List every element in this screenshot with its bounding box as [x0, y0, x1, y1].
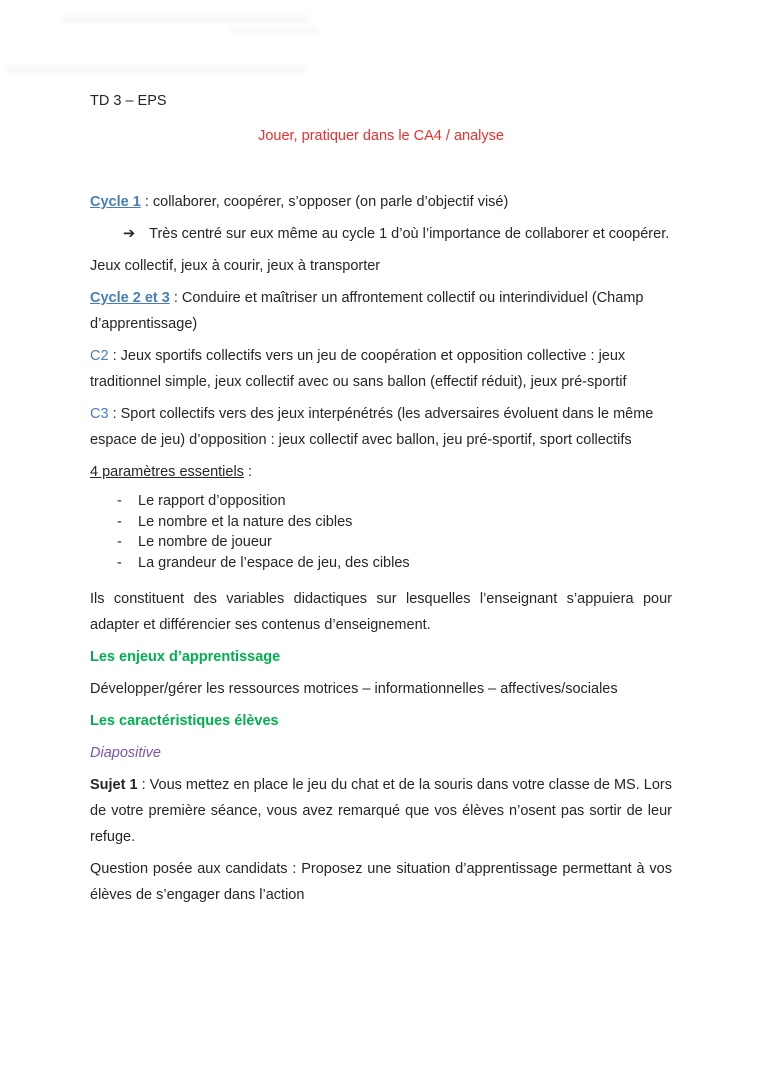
sujet1-text: : Vous mettez en place le jeu du chat et de la souris dans votre classe de MS. Lors de votre première séance, vous avez remarqué que vos élèves n’osent pas sortir de leur refuge. [90, 777, 672, 845]
question-paragraph: Question posée aux candidats : Proposez une situation d’apprentissage permettant à vos élèves de s’engager dans l’action [90, 861, 672, 903]
dash-bullet: - [117, 493, 122, 509]
heading-enjeux: Les enjeux d’apprentissage [90, 649, 281, 665]
diapositive-label: Diapositive [90, 745, 161, 761]
parameters-heading-text: 4 paramètres essentiels [90, 464, 244, 480]
resources-line: Développer/gérer les ressources motrices – informationnelles – affectives/sociales [90, 681, 618, 697]
scan-artifact [230, 28, 320, 34]
list-item-text: Le rapport d’opposition [138, 493, 286, 509]
games-line: Jeux collectif, jeux à courir, jeux à transporter [90, 258, 381, 274]
sujet1-label: Sujet 1 [90, 777, 138, 793]
doc-title: Jouer, pratiquer dans le CA4 / analyse [258, 128, 504, 144]
sujet1-paragraph [90, 772, 672, 850]
c3-paragraph [90, 401, 672, 453]
arrow-note-paragraph [90, 221, 672, 247]
cycle23-label: Cycle 2 et 3 [90, 290, 170, 306]
c2-label: C2 [90, 348, 109, 364]
c3-text: : Sport collectifs vers des jeux interpénétrés (les adversaires évoluent dans le même espace de jeu) d’opposition : jeux collectif avec ballon, jeu pré-sportif, sport collectifs [90, 406, 654, 448]
scan-artifact [60, 16, 310, 23]
list-item-text: La grandeur de l’espace de jeu, des cibles [138, 554, 410, 571]
list-item-text: Le nombre de joueur [138, 534, 272, 550]
list-item [117, 512, 672, 533]
list-item [117, 553, 672, 574]
parameters-list [90, 491, 672, 573]
variables-note: Ils constituent des variables didactiques sur lesquelles l’enseignant s’appuiera pour adapter et différencier ses contenus d’enseignement. [90, 591, 672, 633]
doc-header: TD 3 – EPS [90, 93, 167, 109]
heading-caracteristiques: Les caractéristiques élèves [90, 713, 279, 729]
list-item-text: Le nombre et la nature des cibles [138, 513, 353, 530]
dash-bullet: - [117, 534, 122, 550]
c3-label: C3 [90, 406, 109, 422]
cycle1-label: Cycle 1 [90, 194, 141, 210]
dash-bullet: - [117, 513, 122, 530]
parameters-heading-suffix: : [243, 464, 252, 480]
arrow-bullet-icon: ➔ [123, 226, 136, 242]
cycle23-paragraph [90, 285, 672, 337]
cycle1-text: : collaborer, coopérer, s’opposer (on parle d’objectif visé) [140, 194, 509, 210]
cycle23-text: : Conduire et maîtriser un affrontement collectif ou interindividuel (Champ d’apprentissage) [90, 290, 644, 332]
cycle1-paragraph [90, 189, 672, 215]
arrow-note-text: Très centré sur eux même au cycle 1 d’où l’importance de collaborer et coopérer. [149, 226, 670, 242]
dash-bullet: - [117, 554, 122, 571]
scan-artifact [6, 66, 306, 74]
c2-text: : Jeux sportifs collectifs vers un jeu de coopération et opposition collective : jeux traditionnel simple, jeux collectif avec ou sans ballon (effectif réduit), jeux pré-sportif [90, 348, 627, 390]
parameters-heading [90, 459, 672, 485]
c2-paragraph [90, 343, 672, 395]
list-item [117, 532, 672, 553]
list-item [117, 491, 672, 512]
